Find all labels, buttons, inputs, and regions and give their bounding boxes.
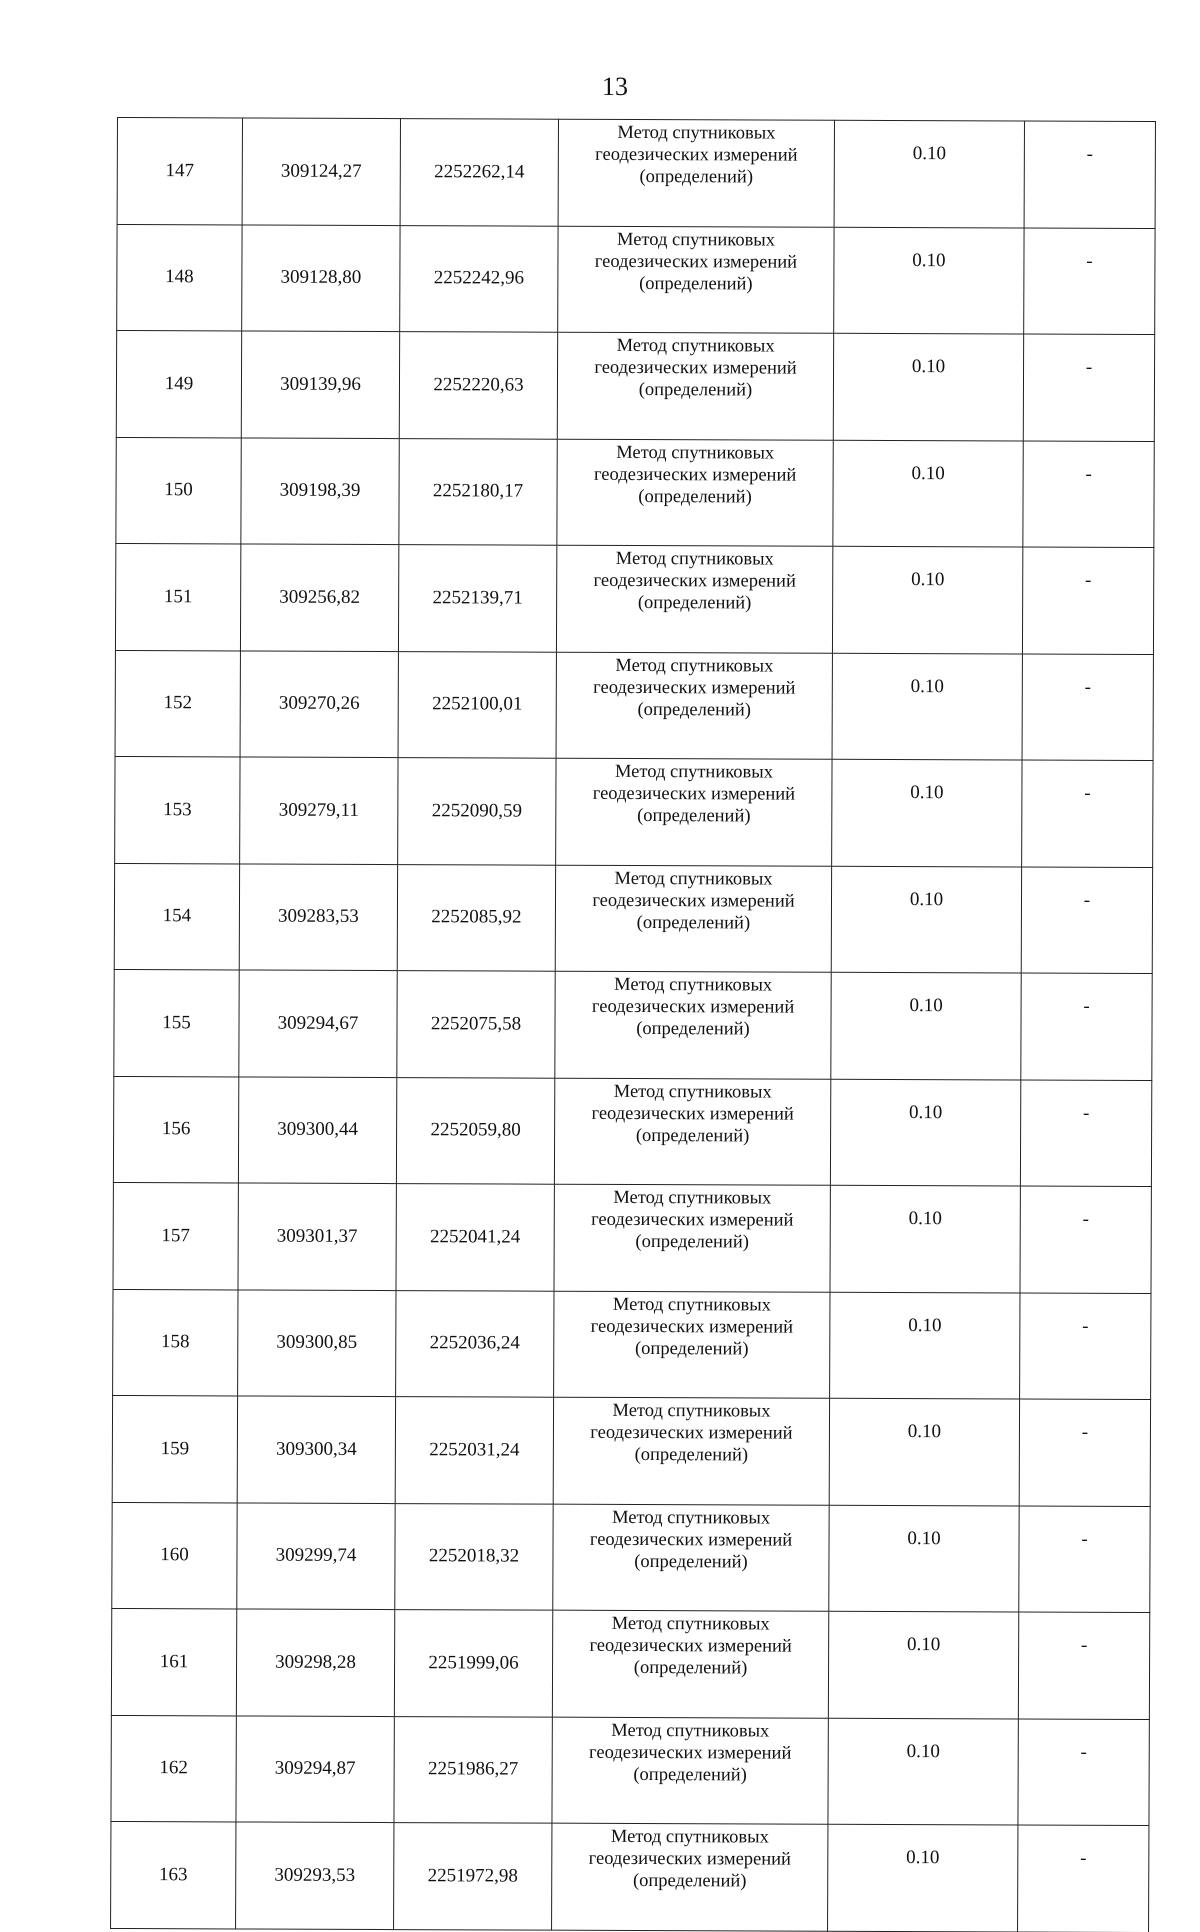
method-cell [553,1397,829,1505]
note-cell: - [1019,1399,1150,1506]
table-row [113,1182,1151,1292]
point-number-cell: 149 [116,331,241,438]
point-number-cell: 150 [116,437,241,544]
point-number-cell: 162 [111,1715,236,1822]
table-row [112,1395,1150,1505]
accuracy-cell: 0.10 [834,120,1024,227]
method-text-line: Метод спутниковых [613,1081,772,1103]
method-text-line: Метод спутниковых [611,1613,770,1635]
x-coordinate-cell: 309256,82 [240,544,398,651]
y-coordinate-cell: 2252180,17 [399,438,557,545]
y-coordinate-cell: 2252041,24 [396,1184,554,1291]
table-row [111,1715,1149,1825]
method-text-line: Метод спутниковых [616,335,775,357]
accuracy-cell: 0.10 [832,653,1022,760]
method-cell [555,971,831,1079]
method-text-line: (определений) [633,1764,747,1785]
note-cell: - [1022,547,1153,654]
x-coordinate-cell: 309198,39 [241,437,399,544]
y-coordinate-cell: 2251999,06 [394,1610,552,1717]
method-text-line: Метод спутниковых [612,1507,771,1529]
accuracy-cell: 0.10 [832,546,1022,653]
note-cell: - [1018,1718,1149,1825]
method-cell [554,1291,830,1399]
note-cell: - [1019,1505,1150,1612]
table-row [114,863,1152,973]
method-text-line: геодезических измерений [590,1422,793,1444]
method-text-line: Метод спутниковых [615,655,774,677]
method-text-line: Метод спутниковых [612,1294,771,1316]
method-text-line: геодезических измерений [593,570,796,592]
table-row [114,969,1152,1079]
method-text-line: (определений) [637,806,751,827]
point-number-cell: 148 [117,224,242,331]
accuracy-cell: 0.10 [833,333,1023,440]
method-cell [552,1717,828,1825]
method-text-line: геодезических измерений [591,996,795,1018]
accuracy-cell: 0.10 [831,972,1021,1079]
point-number-cell: 158 [113,1289,238,1396]
method-cell [554,1078,830,1186]
point-number-cell: 153 [115,756,240,863]
method-cell [556,758,832,866]
x-coordinate-cell: 309294,87 [236,1715,394,1822]
y-coordinate-cell: 2252220,63 [399,332,557,439]
method-text-line: (определений) [638,486,752,507]
method-text-line: Метод спутниковых [617,122,776,144]
method-text-line: геодезических измерений [593,677,796,699]
note-cell: - [1024,227,1155,334]
method-text-line: Метод спутниковых [616,229,776,251]
method-cell [556,545,832,653]
note-cell: - [1022,653,1153,760]
accuracy-cell: 0.10 [831,866,1021,973]
method-text-line: Метод спутниковых [615,548,774,570]
method-text-line: геодезических измерений [594,251,798,273]
method-cell [556,652,832,760]
accuracy-cell: 0.10 [830,1185,1020,1292]
method-text-line: (определений) [639,273,753,294]
table-row [116,437,1154,547]
method-text-line: геодезических измерений [589,1742,792,1764]
point-number-cell: 159 [112,1395,237,1502]
note-cell: - [1023,440,1154,547]
table-row [115,543,1153,653]
note-cell: - [1020,1079,1151,1186]
table-row [113,1289,1151,1399]
method-cell [558,119,834,227]
point-number-cell: 154 [114,863,239,970]
y-coordinate-cell: 2252036,24 [396,1290,554,1397]
note-cell: - [1020,1292,1151,1399]
method-text-line: Метод спутниковых [614,868,773,890]
method-text-line: (определений) [635,1338,749,1359]
accuracy-cell: 0.10 [829,1398,1019,1505]
y-coordinate-cell: 2252100,01 [398,651,556,758]
point-number-cell: 152 [115,650,240,757]
table-row [115,756,1153,866]
point-number-cell: 155 [114,969,239,1076]
method-text-line: Метод спутниковых [610,1826,769,1848]
method-text-line: (определений) [632,1870,747,1892]
note-cell: - [1022,760,1153,867]
x-coordinate-cell: 309124,27 [242,118,400,225]
method-text-line: геодезических измерений [592,783,796,805]
method-text-line: Метод спутниковых [616,442,775,464]
method-text-line: (определений) [635,1231,749,1253]
accuracy-cell: 0.10 [830,1292,1020,1399]
method-text-line: (определений) [636,912,751,933]
point-number-cell: 147 [117,118,242,225]
y-coordinate-cell: 2252242,96 [400,225,558,332]
point-number-cell: 156 [113,1076,238,1183]
method-text-line: Метод спутниковых [612,1400,771,1422]
point-number-cell: 160 [112,1502,237,1609]
method-text-line: (определений) [636,1019,750,1040]
accuracy-cell: 0.10 [828,1824,1018,1931]
accuracy-cell: 0.10 [834,227,1024,334]
method-text-line: (определений) [639,167,754,188]
x-coordinate-cell: 309128,80 [242,224,400,331]
x-coordinate-cell: 309300,34 [237,1396,395,1503]
point-number-cell: 161 [111,1608,236,1715]
note-cell: - [1024,121,1155,228]
method-cell [555,865,831,973]
x-coordinate-cell: 309283,53 [239,863,397,970]
method-text-line: (определений) [634,1444,749,1466]
method-text-line: геодезических измерений [589,1635,792,1657]
method-cell [557,332,833,440]
y-coordinate-cell: 2252262,14 [400,119,558,226]
x-coordinate-cell: 309293,53 [236,1822,394,1929]
note-cell: - [1021,866,1152,973]
y-coordinate-cell: 2251986,27 [394,1716,552,1823]
method-cell [552,1610,828,1718]
point-number-cell: 163 [111,1821,236,1928]
table-row [117,224,1155,334]
x-coordinate-cell: 309298,28 [236,1609,394,1716]
method-text-line: (определений) [637,593,752,614]
method-cell [558,226,834,334]
note-cell: - [1018,1825,1149,1932]
method-text-line: (определений) [635,1125,750,1146]
method-text-line: геодезических измерений [588,1848,792,1870]
y-coordinate-cell: 2252059,80 [396,1077,554,1184]
method-text-line: (определений) [633,1657,748,1679]
accuracy-cell: 0.10 [828,1611,1018,1718]
method-text-line: геодезических измерений [589,1529,793,1551]
method-text-line: геодезических измерений [591,1209,794,1231]
method-cell [553,1504,829,1612]
accuracy-cell: 0.10 [828,1718,1018,1825]
table-row [112,1502,1150,1612]
y-coordinate-cell: 2252018,32 [395,1503,553,1610]
method-text-line: геодезических измерений [590,1316,794,1338]
accuracy-cell: 0.10 [830,1079,1020,1186]
method-text-line: геодезических измерений [594,357,797,379]
table-row [111,1821,1149,1931]
x-coordinate-cell: 309300,85 [238,1289,396,1396]
x-coordinate-cell: 309301,37 [238,1183,396,1290]
method-text-line: Метод спутниковых [614,761,774,783]
method-text-line: Метод спутниковых [614,974,773,996]
note-cell: - [1020,1186,1151,1293]
y-coordinate-cell: 2252075,58 [397,971,555,1078]
note-cell: - [1018,1612,1149,1719]
note-cell: - [1023,334,1154,441]
table-row [115,650,1153,760]
x-coordinate-cell: 309270,26 [240,650,398,757]
point-number-cell: 157 [113,1182,238,1289]
y-coordinate-cell: 2251972,98 [394,1823,552,1930]
method-text-line: Метод спутниковых [611,1720,770,1742]
accuracy-cell: 0.10 [832,759,1022,866]
y-coordinate-cell: 2252031,24 [395,1397,553,1504]
y-coordinate-cell: 2252090,59 [398,758,556,865]
method-text-line: геодезических измерений [593,464,797,486]
method-cell [552,1823,828,1931]
table-row [113,1076,1151,1186]
method-text-line: (определений) [637,699,752,720]
x-coordinate-cell: 309294,67 [239,970,397,1077]
y-coordinate-cell: 2252085,92 [397,864,555,971]
method-text-line: (определений) [634,1551,748,1572]
method-text-line: геодезических измерений [591,1103,794,1125]
y-coordinate-cell: 2252139,71 [398,545,556,652]
method-text-line: геодезических измерений [592,890,795,912]
x-coordinate-cell: 309300,44 [238,1076,396,1183]
method-text-line: (определений) [638,380,753,401]
table-body [111,118,1156,1932]
table-row [117,118,1155,228]
page-number: 13 [602,72,628,101]
accuracy-cell: 0.10 [829,1505,1019,1612]
point-number-cell: 151 [115,543,240,650]
x-coordinate-cell: 309299,74 [237,1502,395,1609]
x-coordinate-cell: 309279,11 [240,757,398,864]
table-row [111,1608,1149,1718]
method-text-line: Метод спутниковых [613,1187,772,1209]
method-text-line: геодезических измерений [595,144,798,166]
method-cell [554,1184,830,1292]
method-cell [557,439,833,547]
coordinates-table [110,117,1156,1932]
x-coordinate-cell: 309139,96 [241,331,399,438]
accuracy-cell: 0.10 [833,440,1023,547]
table-row [116,331,1154,441]
note-cell: - [1021,973,1152,1080]
